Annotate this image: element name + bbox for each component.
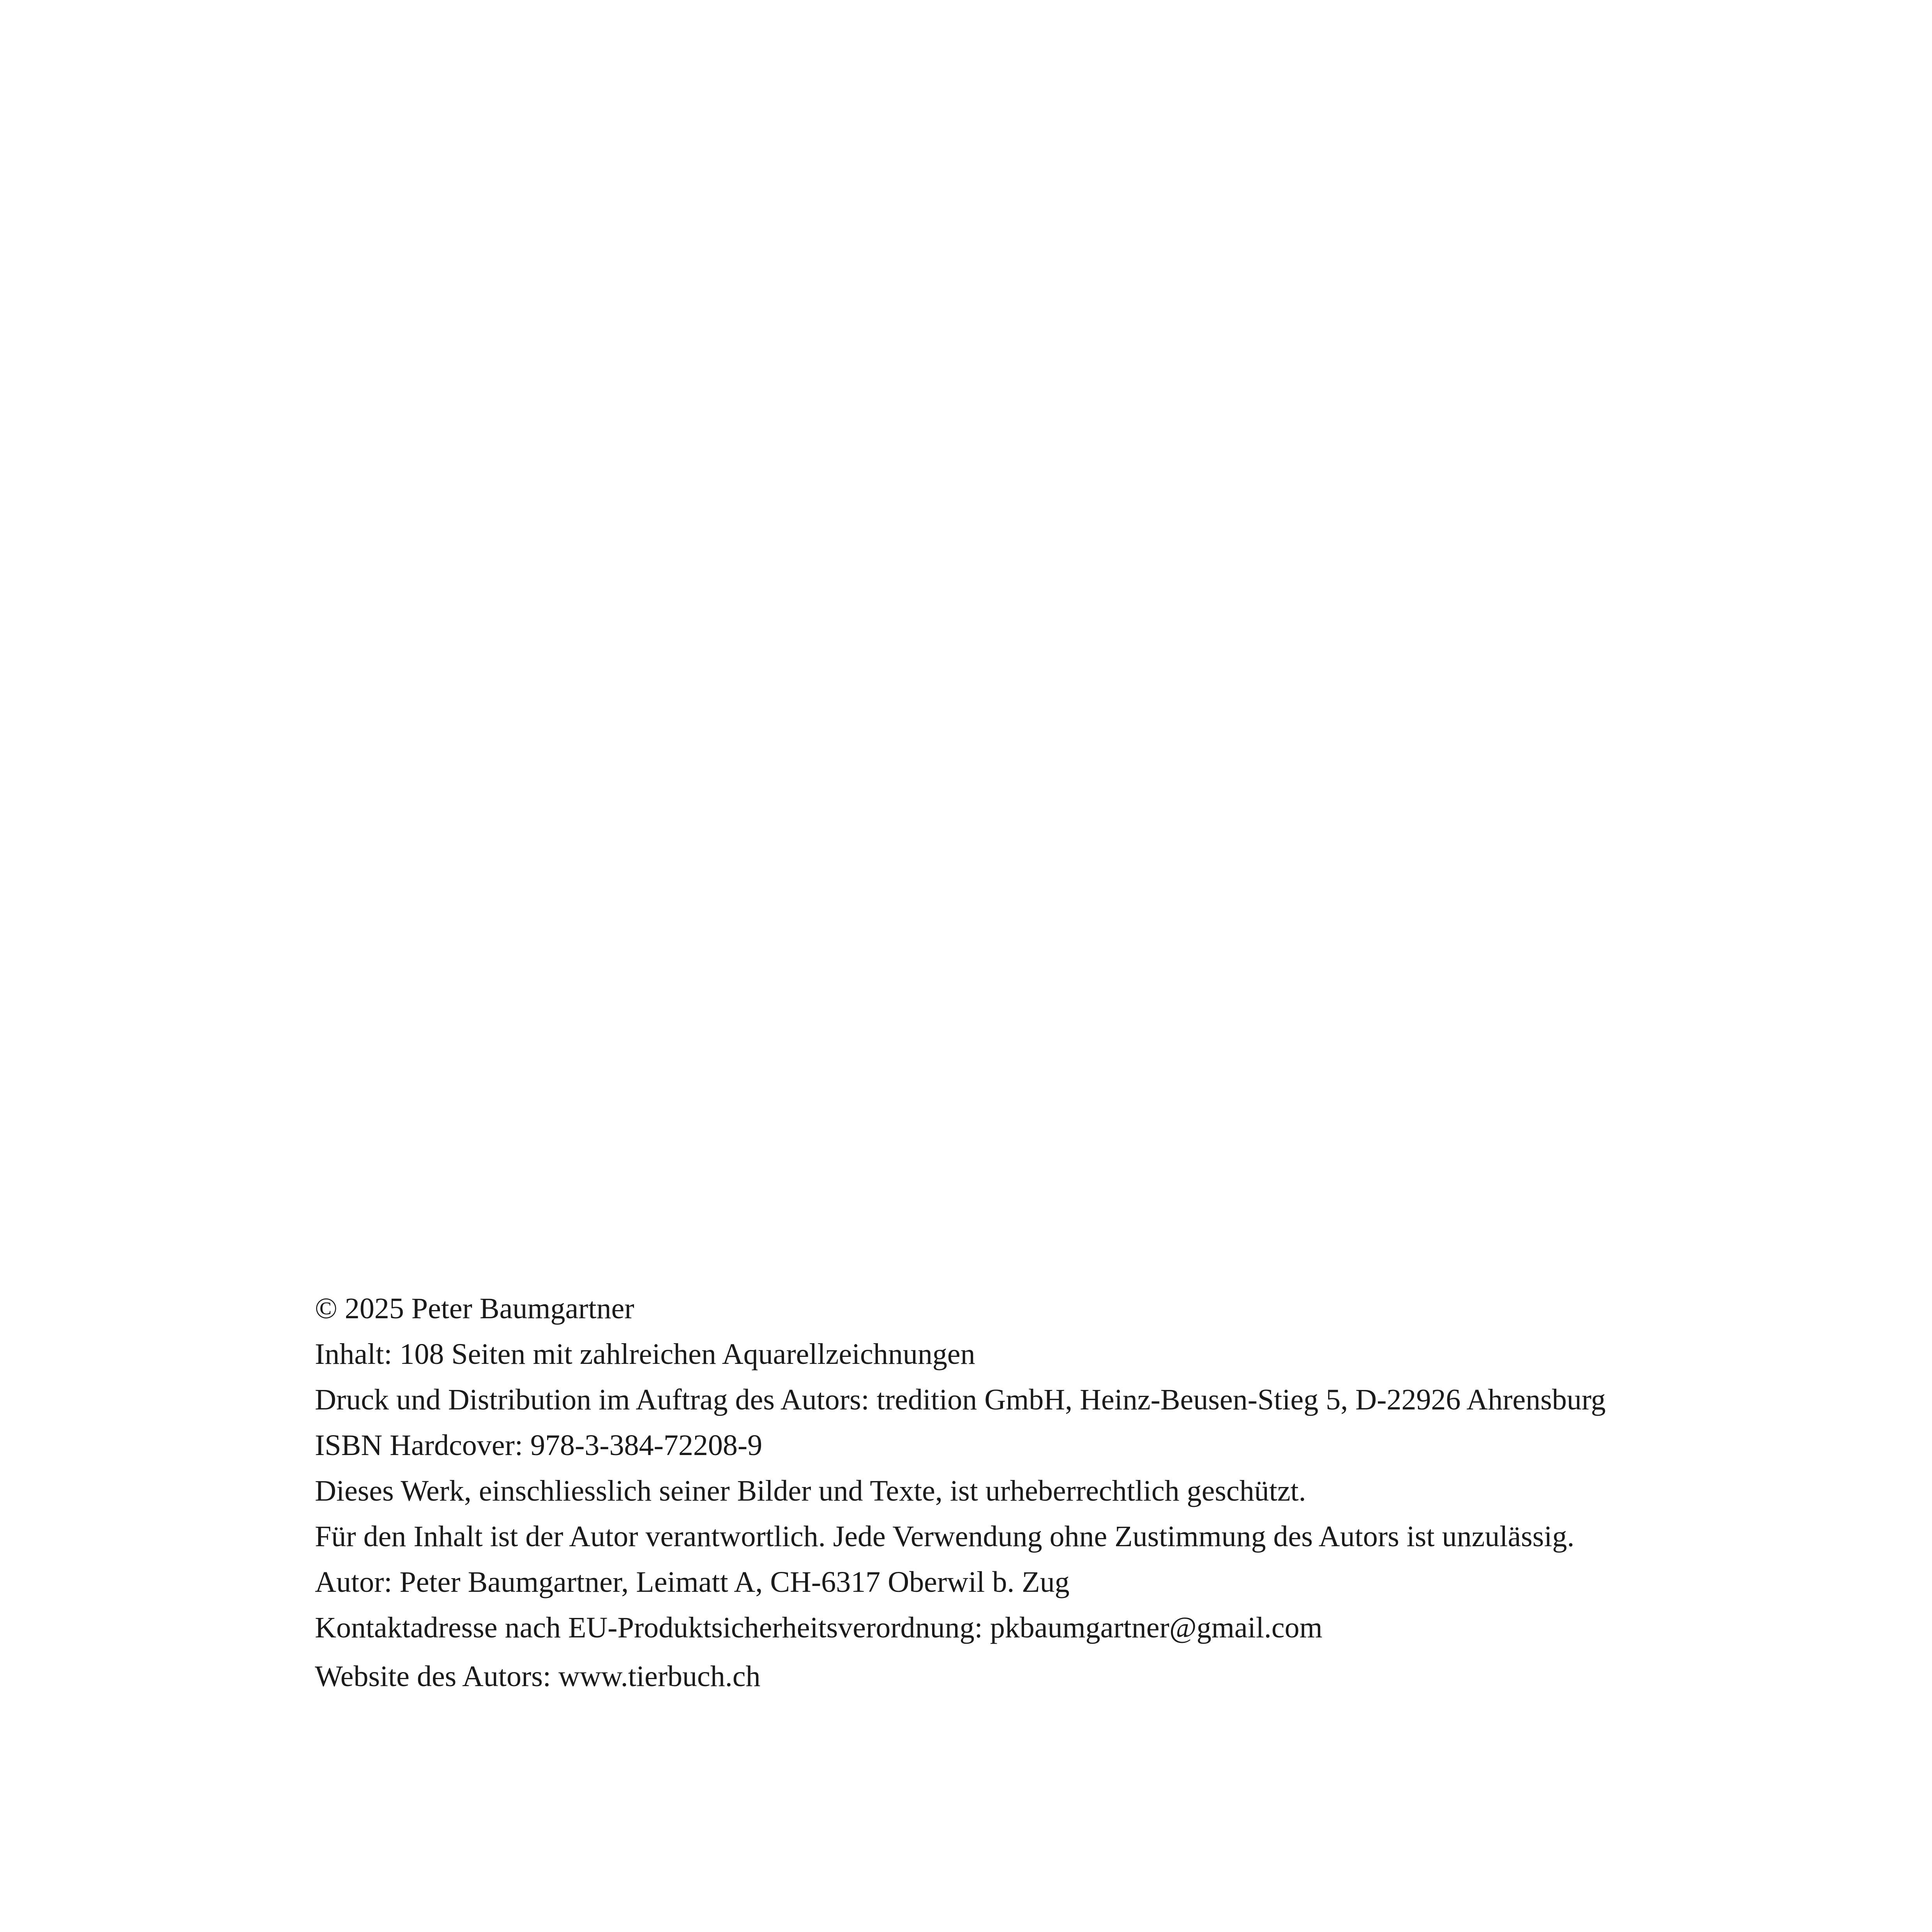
copyright-protection-line: Dieses Werk, einschliesslich seiner Bilder und Texte, ist urheberrechtlich geschützt. — [315, 1475, 1306, 1507]
copyright-line: © 2025 Peter Baumgartner — [315, 1292, 634, 1325]
imprint-block — [315, 1286, 1757, 1699]
print-distribution-line: Druck und Distribution im Auftrag des Autors: tredition GmbH, Heinz-Beusen-Stieg 5, D-22926 Ahrensburg — [315, 1383, 1606, 1416]
responsibility-line: Für den Inhalt ist der Autor verantwortlich. Jede Verwendung ohne Zustimmung des Autors ist unzulässig. — [315, 1520, 1575, 1553]
website-line: Website des Autors: www.tierbuch.ch — [315, 1660, 761, 1693]
isbn-line: ISBN Hardcover: 978-3-384-72208-9 — [315, 1429, 763, 1462]
content-line: Inhalt: 108 Seiten mit zahlreichen Aquarellzeichnungen — [315, 1338, 975, 1370]
contact-line: Kontaktadresse nach EU-Produktsicherheitsverordnung: pkbaumgartner@gmail.com — [315, 1611, 1323, 1644]
author-address-line: Autor: Peter Baumgartner, Leimatt A, CH-6317 Oberwil b. Zug — [315, 1566, 1070, 1598]
